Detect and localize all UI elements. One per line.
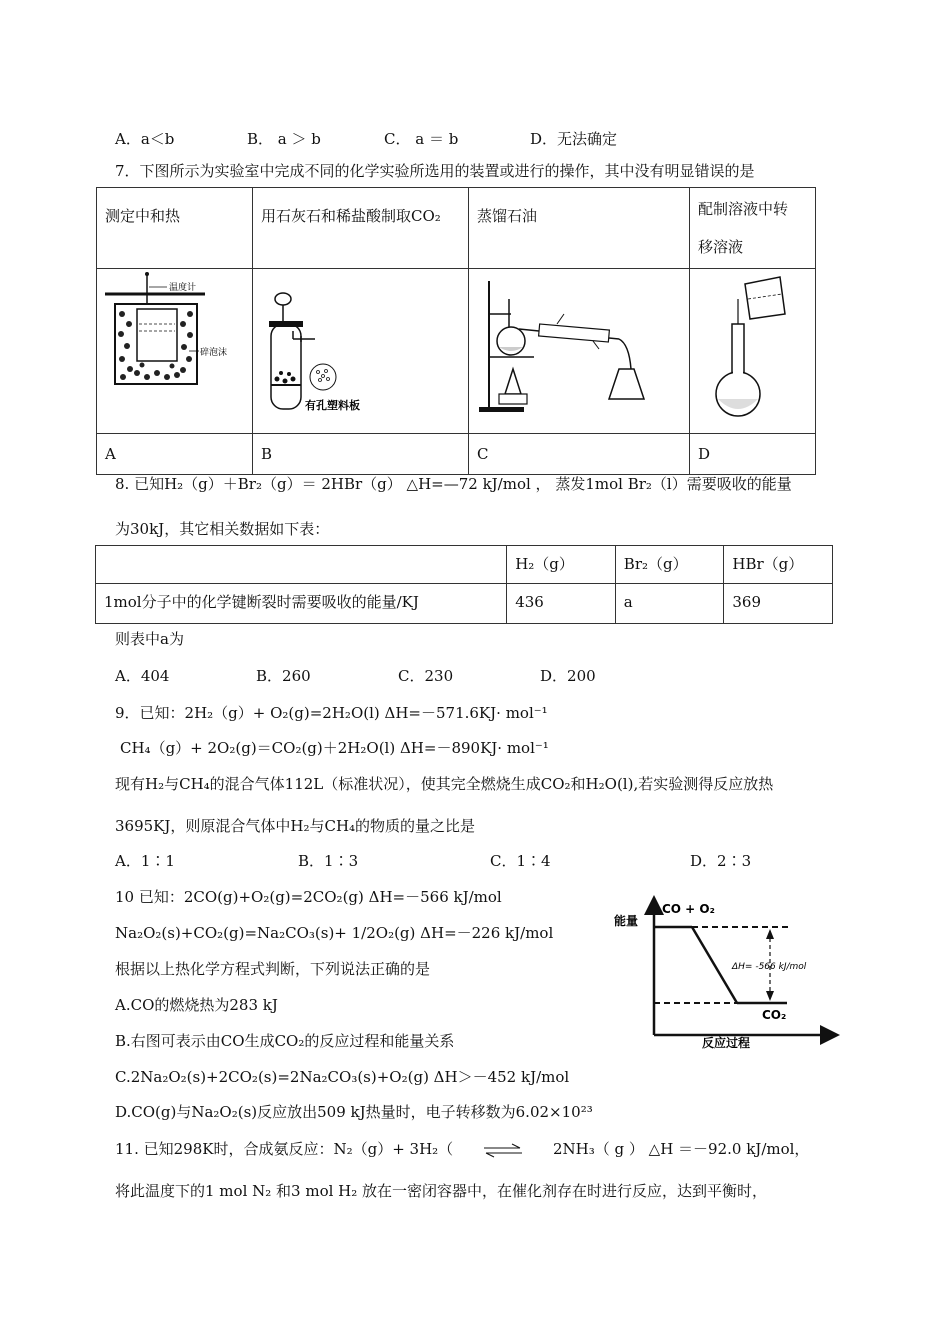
q6-option-d: D．无法确定 [530,130,618,148]
energy-diagram [612,895,852,1050]
q11-line-1a: 11. 已知298K时，合成氨反应：N₂（g）+ 3H₂（ [115,1140,454,1158]
q10-option-c: C.2Na₂O₂(s)+2CO₂(s)=2Na₂CO₃(s)+O₂(g) ΔH＞－452 kJ/mol [115,1068,570,1086]
q8-option-b: B．260 [256,667,311,685]
q7-table [96,187,816,475]
q8-table [95,545,833,624]
q10-line-1: 10 已知：2CO(g)+O₂(g)=2CO₂(g) ΔH=－566 kJ/mol [115,888,502,906]
q9-line-1: 9．已知：2H₂（g）+ O₂(g)=2H₂O(l) ΔH=－571.6KJ· mol⁻¹ [115,704,548,722]
q10-option-d: D.CO(g)与Na₂O₂(s)反应放出509 kJ热量时，电子转移数为6.02×10²³ [115,1103,593,1121]
q7-header-2: 用石灰石和稀盐酸制取CO₂ [261,207,441,225]
calorimeter-figure [97,269,252,429]
figure-d-cell [690,269,816,434]
graph-ylabel: 能量 [614,914,639,928]
q8-option-a: A．404 [115,667,170,685]
equilibrium-arrow-icon [482,1142,524,1158]
q7-label-b: B [261,445,273,463]
figure-a-cell [97,269,253,434]
q8-stem-1: 8. 已知H₂（g）＋Br₂（g）＝ 2HBr（g） △H=—72 kJ/mol ， 蒸发1mol Br₂（l）需要吸收的能量 [115,475,792,493]
q8-row-label: 1mol分子中的化学键断裂时需要吸收的能量/KJ [104,593,419,611]
fig-b-label: 有孔塑料板 [305,399,360,412]
graph-dh-label: ΔH= -566 kJ/mol [732,962,807,972]
q9-line-3: 现有H₂与CH₄的混合气体112L（标准状况），使其完全燃烧生成CO₂和H₂O(l),若实验测得反应放热 [115,775,774,793]
gas-generator-figure [253,269,468,429]
q9-option-a: A．1∶1 [115,852,175,870]
q11-line-2: 将此温度下的1 mol N₂ 和3 mol H₂ 放在一密闭容器中，在催化剂存在时进行反应，达到平衡时， [115,1182,768,1200]
figure-c-cell [469,269,690,434]
graph-top-label: CO + O₂ [662,902,715,916]
q8-val-hbr: 369 [732,593,762,611]
q8-col-br2: Br₂（g） [623,555,688,573]
fig-a-label-foam: 碎泡沫 [200,348,228,358]
q9-line-2: CH₄（g）+ 2O₂(g)＝CO₂(g)＋2H₂O(l) ΔH=－890KJ· mol⁻¹ [120,739,549,757]
graph-xlabel: 反应过程 [702,1036,751,1050]
q9-line-4: 3695KJ，则原混合气体中H₂与CH₄的物质的量之比是 [115,817,476,835]
q7-header-3: 蒸馏石油 [477,207,538,225]
q8-col-hbr: HBr（g） [732,555,804,573]
q7-label-c: C [477,445,489,463]
q7-header-4a: 配制溶液中转 [698,200,789,218]
q10-option-b: B.右图可表示由CO生成CO₂的反应过程和能量关系 [115,1032,455,1050]
q8-ask: 则表中a为 [115,630,184,648]
q7-label-d: D [698,445,711,463]
q10-line-2: Na₂O₂(s)+CO₂(g)=Na₂CO₃(s)+ 1/2O₂(g) ΔH=－226 kJ/mol [115,924,554,942]
q7-header-4b: 移溶液 [698,238,744,256]
q7-stem: 7．下图所示为实验室中完成不同的化学实验所选用的装置或进行的操作，其中没有明显错误的是 [115,162,755,180]
q6-option-c: C． a ＝ b [384,130,459,148]
q9-option-c: C．1∶4 [490,852,551,870]
q11-line-1b: 2NH₃（ g ） △H ＝－92.0 kJ/mol， [553,1140,810,1158]
q6-option-b: B． a ＞ b [247,130,321,148]
q9-option-d: D．2∶3 [690,852,752,870]
q8-col-h2: H₂（g） [515,555,574,573]
q8-option-d: D．200 [540,667,596,685]
q10-option-a: A.CO的燃烧热为283 kJ [115,996,278,1014]
q8-option-c: C．230 [398,667,454,685]
fig-a-label-thermometer: 温度计 [169,283,197,293]
q8-val-br2: a [623,593,633,611]
q6-option-a: A．a＜b [115,130,175,148]
q7-label-a: A [105,445,116,463]
q7-header-1: 测定中和热 [105,207,181,225]
figure-b-cell [253,269,469,434]
graph-bottom-label: CO₂ [762,1008,787,1022]
volumetric-flask-figure [690,269,815,429]
q8-val-h2: 436 [515,593,544,611]
q8-stem-2: 为30kJ，其它相关数据如下表： [115,520,330,538]
q10-line-3: 根据以上热化学方程式判断，下列说法正确的是 [115,960,431,978]
distillation-figure [469,269,689,429]
q9-option-b: B．1∶3 [298,852,359,870]
